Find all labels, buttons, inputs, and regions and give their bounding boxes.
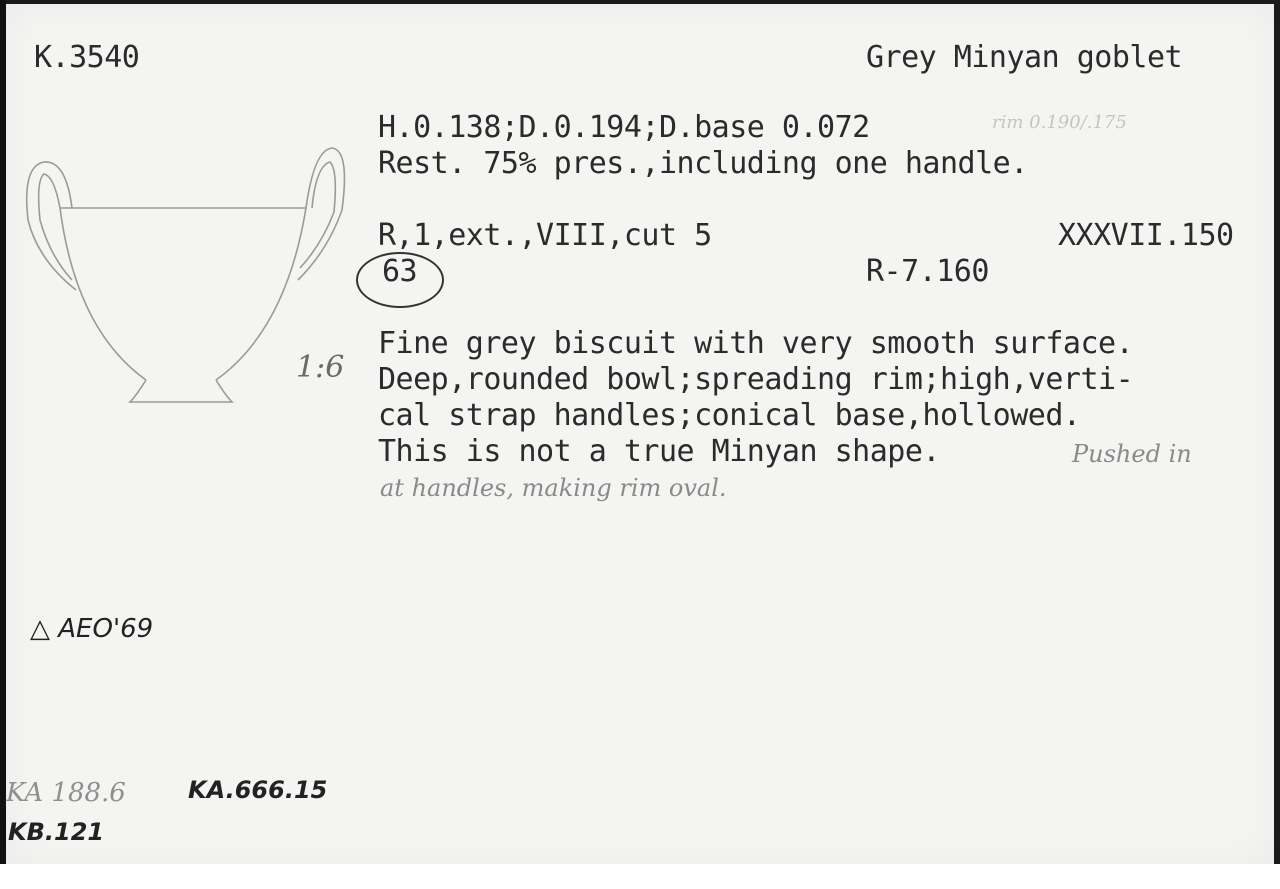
pencil-reference: KA 188.6 <box>6 778 126 808</box>
ink-reference-1: KA.666.15 <box>188 776 328 804</box>
object-title: Grey Minyan goblet <box>866 40 1183 75</box>
description-line-2: Deep,rounded bowl;spreading rim;high,verti- <box>378 362 1134 397</box>
scan-edge-bottom <box>0 864 1280 889</box>
dimensions-pencil-note: rim 0.190/.175 <box>992 112 1127 133</box>
dimensions: H.0.138;D.0.194;D.base 0.072 <box>378 110 870 145</box>
negative-reference: R-7.160 <box>866 254 989 289</box>
preservation: Rest. 75% pres.,including one handle. <box>378 146 1028 181</box>
description-line-3: cal strap handles;conical base,hollowed. <box>378 398 1081 433</box>
scale-note: 1:6 <box>296 350 345 385</box>
pencil-note-a: Pushed in <box>1072 440 1192 468</box>
pencil-note-b: at handles, making rim oval. <box>380 474 727 502</box>
findspot: R,1,ext.,VIII,cut 5 <box>378 218 712 253</box>
description-line-4: This is not a true Minyan shape. <box>378 434 940 469</box>
plate-reference: XXXVII.150 <box>1058 218 1234 253</box>
circled-number: 63 <box>382 254 418 289</box>
description-line-1: Fine grey biscuit with very smooth surface. <box>378 326 1134 361</box>
ink-reference-2: KB.121 <box>8 818 105 846</box>
catalog-number: K.3540 <box>34 40 140 75</box>
drawing-reference: △ AEO'69 <box>30 614 154 644</box>
scan-edge-left <box>0 0 6 889</box>
goblet-drawing-icon <box>16 140 356 420</box>
